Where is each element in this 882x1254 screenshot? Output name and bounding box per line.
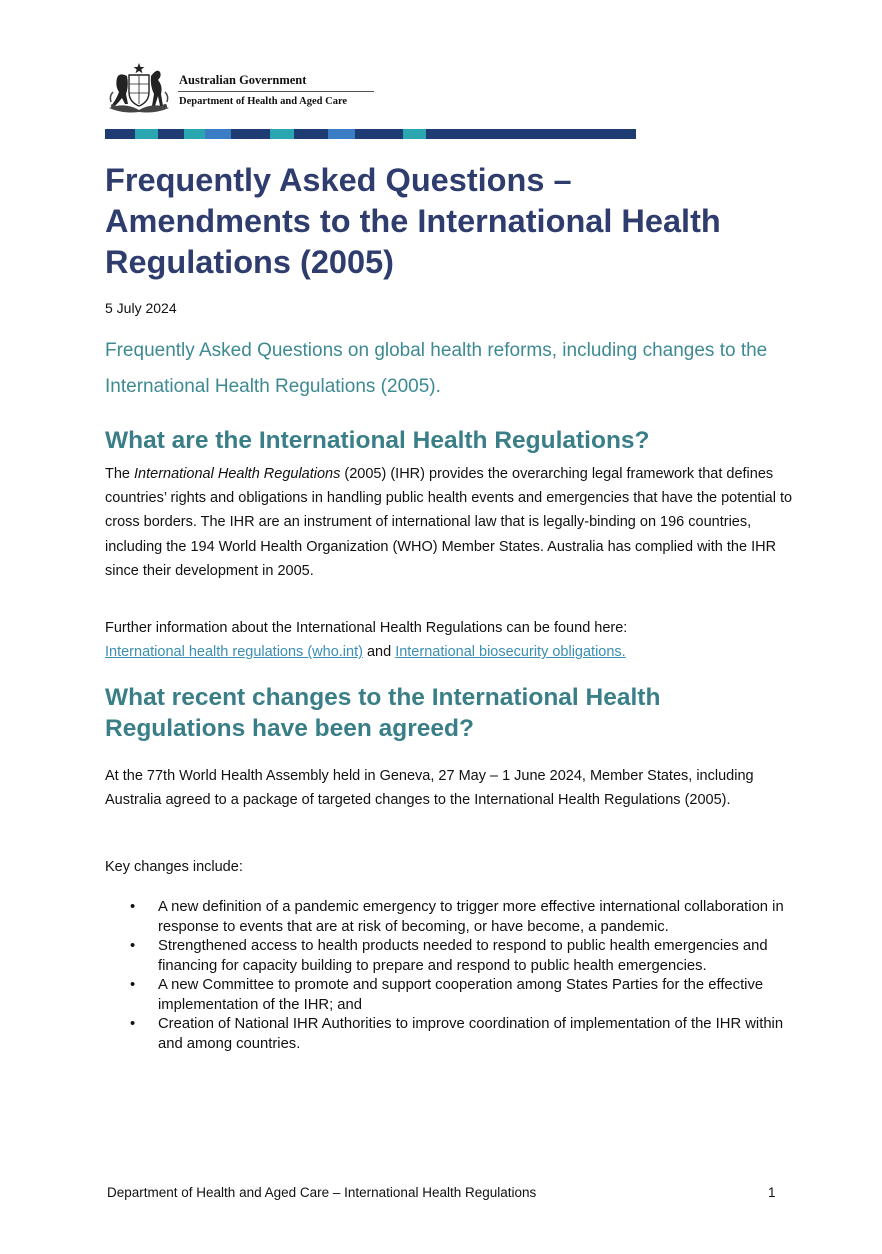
bullet-icon: •	[130, 977, 136, 993]
list-item	[105, 1015, 785, 1054]
ihr-intro-body: (2005) (IHR) provides the overarching legal framework that defines countries’ rights and obligations in handling public health events and emergencies that have the potential to cross borders. The IHR are an instrument of international law that is legally-binding on 196 countries, including the 194 World Health Organization (WHO) Member States. Australia has complied with the IHR since their development in 2005.	[105, 466, 793, 579]
document-subtitle: Frequently Asked Questions on global health reforms, including changes to the International Health Regulations (2005).	[105, 340, 768, 397]
who-ihr-link[interactable]: International health regulations (who.int)	[105, 644, 363, 661]
list-item-text: A new definition of a pandemic emergency to trigger more effective international collaboration in response to events that are at risk of becoming, or have become, a pandemic.	[158, 899, 784, 935]
further-information-paragraph	[105, 616, 795, 664]
key-changes-list	[105, 898, 785, 1054]
list-item-text: Creation of National IHR Authorities to improve coordination of implementation of the IHR within and among countries.	[158, 1016, 784, 1052]
biosecurity-obligations-link[interactable]: International biosecurity obligations.	[395, 644, 626, 661]
government-name: Australian Government	[179, 73, 307, 87]
list-item	[105, 937, 785, 976]
publication-date: 5 July 2024	[105, 300, 177, 316]
link-separator: and	[362, 644, 396, 661]
footer-text: Department of Health and Aged Care – International Health Regulations	[107, 1185, 537, 1200]
section-heading-recent-changes: What recent changes to the International Health Regulations have been agreed?	[105, 684, 661, 742]
bullet-icon: •	[130, 938, 136, 954]
logo-divider	[178, 91, 374, 92]
page-number: 1	[768, 1185, 776, 1200]
bullet-icon: •	[130, 899, 136, 915]
ihr-intro-prefix: The	[105, 466, 135, 482]
further-information-text: Further information about the International Health Regulations can be found here:	[105, 620, 628, 636]
bullet-icon: •	[130, 1016, 136, 1032]
section-heading-what-are-ihr: What are the International Health Regulations?	[105, 427, 650, 454]
section1-paragraph	[105, 462, 795, 583]
key-changes-intro: Key changes include:	[105, 859, 243, 875]
list-item-text: Strengthened access to health products needed to respond to public health emergencies and financing for capacity building to prepare and respond to public health emergencies.	[158, 938, 768, 974]
ihr-title-italic: International Health Regulations	[134, 466, 341, 482]
page-title: Frequently Asked Questions – Amendments to the International Health Regulations (2005)	[105, 162, 721, 280]
list-item	[105, 976, 785, 1015]
commonwealth-coat-of-arms-icon	[105, 62, 173, 114]
list-item	[105, 898, 785, 937]
list-item-text: A new Committee to promote and support cooperation among States Parties for the effective implementation of the IHR; and	[158, 977, 764, 1013]
department-name: Department of Health and Aged Care	[179, 96, 348, 107]
world-health-assembly-paragraph: At the 77th World Health Assembly held in Geneva, 27 May – 1 June 2024, Member States, including Australia agreed to a package of targeted changes to the International Health Regulations (2005).	[105, 768, 754, 809]
government-logo	[105, 62, 385, 114]
header-colour-stripe	[105, 129, 636, 139]
